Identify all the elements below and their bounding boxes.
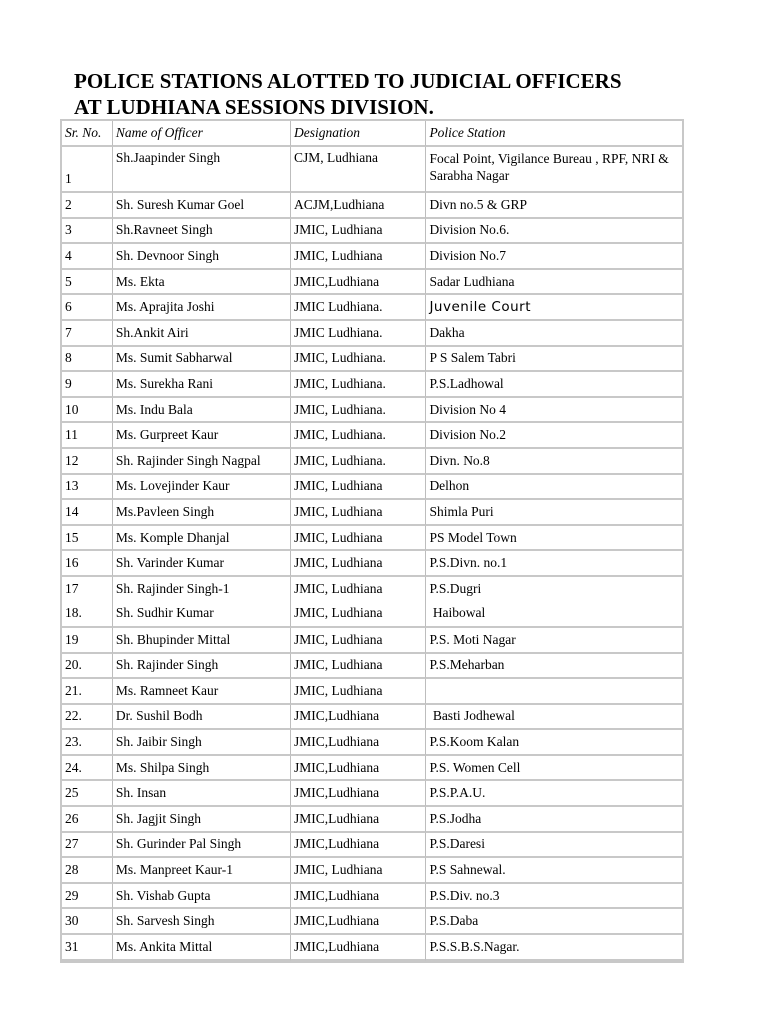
cell-designation: JMIC, Ludhiana: [291, 219, 426, 245]
table-row: [62, 833, 682, 859]
cell-station: Haibowal: [429, 605, 486, 621]
cell-designation: JMIC, Ludhiana: [291, 654, 426, 680]
cell-station: Division No.2: [426, 423, 682, 449]
cell-name: Ms.Pavleen Singh: [113, 500, 291, 526]
cell-designation: JMIC, Ludhiana: [291, 475, 426, 501]
cell-sr: 29: [62, 884, 113, 910]
cell-name: Ms. Indu Bala: [113, 398, 291, 424]
cell-sr: 25: [62, 781, 113, 807]
header-designation: Designation: [291, 121, 426, 147]
cell-designation: JMIC, Ludhiana: [291, 500, 426, 526]
cell-station: P S Salem Tabri: [426, 347, 682, 373]
cell-station: Juvenile Court: [426, 295, 682, 321]
table-row: [62, 679, 682, 705]
cell-name: Sh. Devnoor Singh: [113, 244, 291, 270]
table-row: [62, 807, 682, 833]
cell-sr: 16: [62, 551, 113, 577]
table-row: [62, 475, 682, 501]
cell-station: P.S. Women Cell: [426, 756, 682, 782]
cell-sr: 15: [62, 526, 113, 552]
cell-designation: JMIC,Ludhiana: [291, 781, 426, 807]
table-row: [62, 577, 682, 628]
header-name: Name of Officer: [113, 121, 291, 147]
cell-station: P.S.S.B.S.Nagar.: [426, 935, 682, 961]
cell-station: P.S.Daba: [426, 909, 682, 935]
cell-sr-merged: [62, 577, 113, 628]
cell-name: Ms. Surekha Rani: [113, 372, 291, 398]
cell-station: P.S.Jodha: [426, 807, 682, 833]
cell-designation-merged: [291, 577, 426, 628]
table-row: [62, 730, 682, 756]
cell-designation: JMIC, Ludhiana: [291, 858, 426, 884]
cell-designation: JMIC Ludhiana.: [291, 295, 426, 321]
cell-designation: JMIC, Ludhiana.: [291, 347, 426, 373]
cell-designation: CJM, Ludhiana: [291, 147, 426, 193]
cell-sr: 17: [65, 580, 79, 596]
cell-sr: 14: [62, 500, 113, 526]
cell-sr: 19: [62, 628, 113, 654]
table-row: [62, 500, 682, 526]
cell-station: PS Model Town: [426, 526, 682, 552]
cell-station: Focal Point, Vigilance Bureau , RPF, NRI & Sarabha Nagar: [426, 147, 682, 193]
table-row: [62, 909, 682, 935]
cell-station: P.S Sahnewal.: [426, 858, 682, 884]
cell-name: Ms. Lovejinder Kaur: [113, 475, 291, 501]
cell-name: Ms. Ankita Mittal: [113, 935, 291, 961]
table-row: [62, 781, 682, 807]
cell-sr: 28: [62, 858, 113, 884]
cell-name: Sh. Sarvesh Singh: [113, 909, 291, 935]
cell-name: Sh. Insan: [113, 781, 291, 807]
cell-name: Sh.Ankit Airi: [113, 321, 291, 347]
cell-station: P.S.P.A.U.: [426, 781, 682, 807]
table-row: [62, 398, 682, 424]
table-row: [62, 628, 682, 654]
cell-station: [426, 679, 682, 705]
cell-sr: 30: [62, 909, 113, 935]
cell-name: Sh. Sudhir Kumar: [115, 605, 214, 621]
page-title: [74, 68, 714, 120]
cell-sr: 24.: [62, 756, 113, 782]
table-row: [62, 270, 682, 296]
cell-station: P.S.Dugri: [429, 580, 482, 596]
cell-designation: JMIC, Ludhiana.: [291, 398, 426, 424]
cell-designation: JMIC,Ludhiana: [291, 909, 426, 935]
cell-station: Basti Jodhewal: [426, 705, 682, 731]
cell-designation: JMIC, Ludhiana.: [291, 372, 426, 398]
cell-sr: 5: [62, 270, 113, 296]
title-line-1: POLICE STATIONS ALOTTED TO JUDICIAL OFFICERS: [74, 69, 622, 93]
table-row: [62, 526, 682, 552]
table-header-row: [62, 121, 682, 147]
cell-name: Sh. Rajinder Singh-1: [115, 580, 230, 596]
cell-designation: ACJM,Ludhiana: [291, 193, 426, 219]
cell-sr: 9: [62, 372, 113, 398]
header-police-station: Police Station: [426, 121, 682, 147]
cell-sr: 12: [62, 449, 113, 475]
cell-sr: 13: [62, 475, 113, 501]
cell-designation: JMIC,Ludhiana: [291, 756, 426, 782]
cell-sr: 7: [62, 321, 113, 347]
cell-sr: 3: [62, 219, 113, 245]
cell-station: P.S.Ladhowal: [426, 372, 682, 398]
cell-station: Shimla Puri: [426, 500, 682, 526]
cell-station: P.S.Divn. no.1: [426, 551, 682, 577]
table-row: [62, 884, 682, 910]
cell-sr: 23.: [62, 730, 113, 756]
cell-name: Sh. Rajinder Singh Nagpal: [113, 449, 291, 475]
cell-station: Divn. No.8: [426, 449, 682, 475]
table-row: [62, 244, 682, 270]
cell-name: Ms. Ekta: [113, 270, 291, 296]
cell-name: Ms. Shilpa Singh: [113, 756, 291, 782]
cell-designation: JMIC,Ludhiana: [291, 935, 426, 961]
cell-station: P.S.Daresi: [426, 833, 682, 859]
officers-table: [60, 119, 684, 963]
cell-name: Ms. Ramneet Kaur: [113, 679, 291, 705]
cell-designation: JMIC,Ludhiana: [291, 884, 426, 910]
cell-name: Sh.Ravneet Singh: [113, 219, 291, 245]
cell-sr: 4: [62, 244, 113, 270]
table-row: [62, 935, 682, 961]
cell-sr: 18.: [65, 605, 82, 621]
cell-name: Sh. Jagjit Singh: [113, 807, 291, 833]
cell-name: Ms. Komple Dhanjal: [113, 526, 291, 552]
cell-station: Division No.7: [426, 244, 682, 270]
cell-name: Sh. Bhupinder Mittal: [113, 628, 291, 654]
cell-name: Sh. Vishab Gupta: [113, 884, 291, 910]
cell-sr: 21.: [62, 679, 113, 705]
cell-sr: 2: [62, 193, 113, 219]
cell-name: Sh. Suresh Kumar Goel: [113, 193, 291, 219]
table-row: [62, 321, 682, 347]
cell-designation: JMIC, Ludhiana: [294, 580, 383, 596]
cell-station: Dakha: [426, 321, 682, 347]
cell-name: Ms. Gurpreet Kaur: [113, 423, 291, 449]
cell-station: Sadar Ludhiana: [426, 270, 682, 296]
table-row: [62, 193, 682, 219]
cell-designation: JMIC,Ludhiana: [291, 807, 426, 833]
cell-designation: JMIC, Ludhiana: [294, 605, 383, 621]
cell-name: Ms. Manpreet Kaur-1: [113, 858, 291, 884]
cell-station: Division No 4: [426, 398, 682, 424]
table-row: [62, 147, 682, 193]
cell-station: P.S.Div. no.3: [426, 884, 682, 910]
table-row: [62, 756, 682, 782]
cell-station-merged: [426, 577, 682, 628]
cell-sr: 31: [62, 935, 113, 961]
cell-name: Sh. Varinder Kumar: [113, 551, 291, 577]
table-row: [62, 858, 682, 884]
cell-designation: JMIC,Ludhiana: [291, 833, 426, 859]
cell-name: Dr. Sushil Bodh: [113, 705, 291, 731]
cell-sr: 27: [62, 833, 113, 859]
table-row: [62, 705, 682, 731]
cell-name: Sh. Gurinder Pal Singh: [113, 833, 291, 859]
table-row: [62, 219, 682, 245]
cell-designation: JMIC Ludhiana.: [291, 321, 426, 347]
cell-station: P.S.Koom Kalan: [426, 730, 682, 756]
cell-designation: JMIC,Ludhiana: [291, 705, 426, 731]
cell-designation: JMIC,Ludhiana: [291, 730, 426, 756]
cell-name: Sh. Rajinder Singh: [113, 654, 291, 680]
header-sr-no: Sr. No.: [62, 121, 113, 147]
cell-name: Ms. Sumit Sabharwal: [113, 347, 291, 373]
title-line-2: AT LUDHIANA SESSIONS DIVISION.: [74, 95, 434, 119]
cell-sr: 10: [62, 398, 113, 424]
cell-sr: 11: [62, 423, 113, 449]
cell-sr: 20.: [62, 654, 113, 680]
cell-designation: JMIC, Ludhiana: [291, 628, 426, 654]
table-row: [62, 423, 682, 449]
cell-designation: JMIC, Ludhiana.: [291, 423, 426, 449]
cell-designation: JMIC, Ludhiana: [291, 526, 426, 552]
table-row: [62, 551, 682, 577]
cell-designation: JMIC, Ludhiana: [291, 551, 426, 577]
cell-designation: JMIC, Ludhiana: [291, 244, 426, 270]
table-row: [62, 347, 682, 373]
cell-sr: 6: [62, 295, 113, 321]
cell-station: Divn no.5 & GRP: [426, 193, 682, 219]
cell-name: Sh. Jaibir Singh: [113, 730, 291, 756]
cell-designation: JMIC, Ludhiana: [291, 679, 426, 705]
cell-station: P.S. Moti Nagar: [426, 628, 682, 654]
cell-name: Ms. Aprajita Joshi: [113, 295, 291, 321]
cell-name: Sh.Jaapinder Singh: [113, 147, 291, 193]
cell-station: Delhon: [426, 475, 682, 501]
table-row: [62, 295, 682, 321]
table-row: [62, 372, 682, 398]
table-row: [62, 449, 682, 475]
cell-sr: 1: [62, 147, 113, 193]
cell-sr: 22.: [62, 705, 113, 731]
cell-sr: 26: [62, 807, 113, 833]
cell-station: Division No.6.: [426, 219, 682, 245]
cell-station: P.S.Meharban: [426, 654, 682, 680]
table-row: [62, 654, 682, 680]
cell-sr: 8: [62, 347, 113, 373]
cell-name-merged: [113, 577, 291, 628]
cell-designation: JMIC,Ludhiana: [291, 270, 426, 296]
cell-designation: JMIC, Ludhiana.: [291, 449, 426, 475]
